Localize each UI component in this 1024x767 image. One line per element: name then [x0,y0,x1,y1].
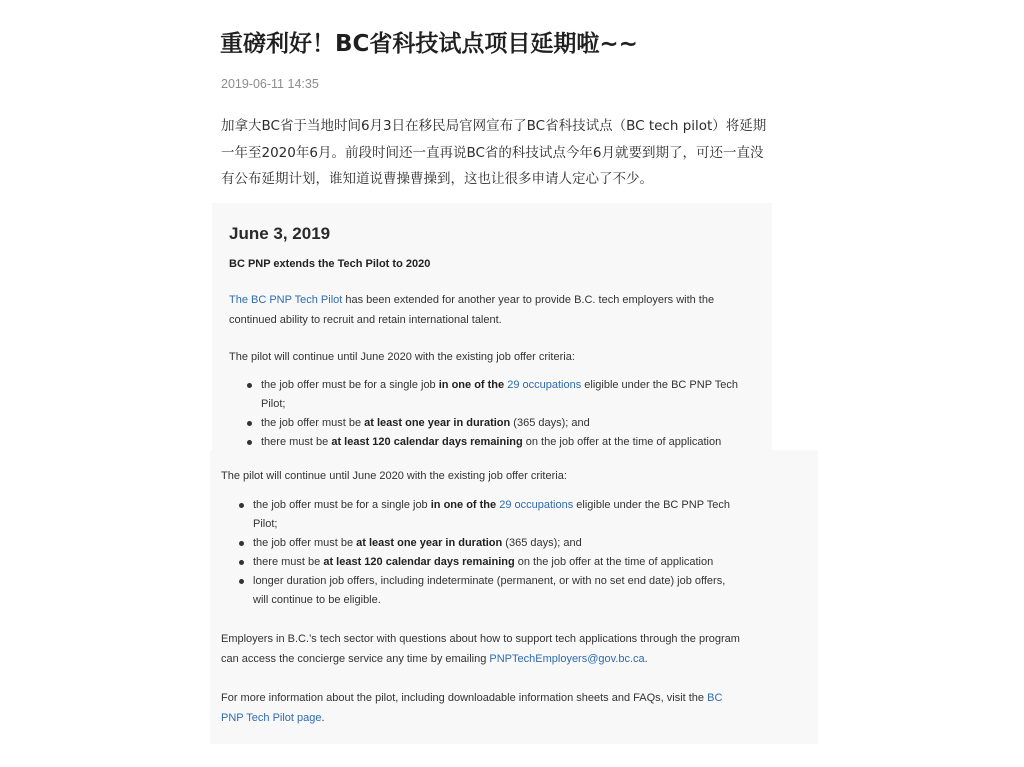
criteria-intro-text: The pilot will continue until June 2020 with the existing job offer criteria: [221,470,567,482]
article-intro [221,113,796,193]
bullet-icon [239,541,244,546]
bullet-icon [247,440,252,445]
list-item: the job offer must be at least one year in duration (365 days); and [221,534,730,553]
news-release-screenshot [212,203,772,455]
criteria-intro [221,467,567,487]
occupations-link[interactable]: 29 occupations [499,499,574,511]
list-item: there must be at least 120 calendar days remaining on the job offer at the time of application [221,553,730,572]
tech-pilot-page-link[interactable]: PNP Tech Pilot page [221,711,322,724]
extension-text: has been extended for another year to provide B.C. tech employers with the [342,294,715,306]
criteria-intro [229,348,575,368]
list-item: the job offer must be for a single job in one of the 29 occupations eligible under the BC PNP Tech Pilot; [221,496,730,534]
bullet-icon [239,503,244,508]
extension-text: continued ability to recruit and retain international talent. [229,313,502,326]
list-item: longer duration job offers, including indeterminate (permanent, or with no set end date) job offers, will continue to be eligible. [221,572,730,610]
email-link[interactable]: PNPTechEmployers@gov.bc.ca [489,652,645,665]
bullet-icon [247,383,252,388]
release-date: June 3, 2019 [229,224,331,243]
employer-paragraph: Employers in B.C.’s tech sector with questions about how to support tech applications through the program can access the concierge service any time by emailing PNPTechEmployers@gov.bc.ca. [221,633,740,665]
tech-pilot-link[interactable]: The BC PNP Tech Pilot [229,294,343,306]
more-info-paragraph: For more information about the pilot, including downloadable information sheets and FAQs, visit the BC PNP Tech Pilot page. [221,692,723,724]
list-item: there must be at least 120 calendar days remaining on the job offer at the time of application [229,433,738,452]
release-subtitle: BC PNP extends the Tech Pilot to 2020 [229,258,431,270]
pilot-criteria-screenshot [210,450,818,744]
criteria-list [221,496,730,610]
list-item: the job offer must be for a single job in one of the 29 occupations eligible under the BC PNP Tech Pilot; [229,376,738,414]
intro-line: 有公布延期计划，谁知道说曹操曹操到，这也让很多申请人定心了不少。 [221,171,653,187]
extension-paragraph [229,291,714,330]
publish-date: 2019-06-11 14:35 [221,77,319,91]
article-title: 重磅利好！BC省科技试点项目延期啦~~ [220,31,638,57]
list-item: the job offer must be at least one year in duration (365 days); and [229,414,738,433]
criteria-intro-text: The pilot will continue until June 2020 with the existing job offer criteria: [229,351,575,363]
bullet-icon [247,421,252,426]
criteria-list [229,376,738,452]
occupations-link[interactable]: 29 occupations [507,379,582,391]
bullet-icon [239,560,244,565]
tech-pilot-page-link[interactable]: BC [707,692,723,704]
intro-line: 一年至2020年6月。前段时间还一直再说BC省的科技试点今年6月就要到期了，可还一直没 [221,144,764,161]
intro-line: 加拿大BC省于当地时间6月3日在移民局官网宣布了BC省科技试点（BC tech pilot）将延期 [221,118,767,134]
bullet-icon [239,579,244,584]
